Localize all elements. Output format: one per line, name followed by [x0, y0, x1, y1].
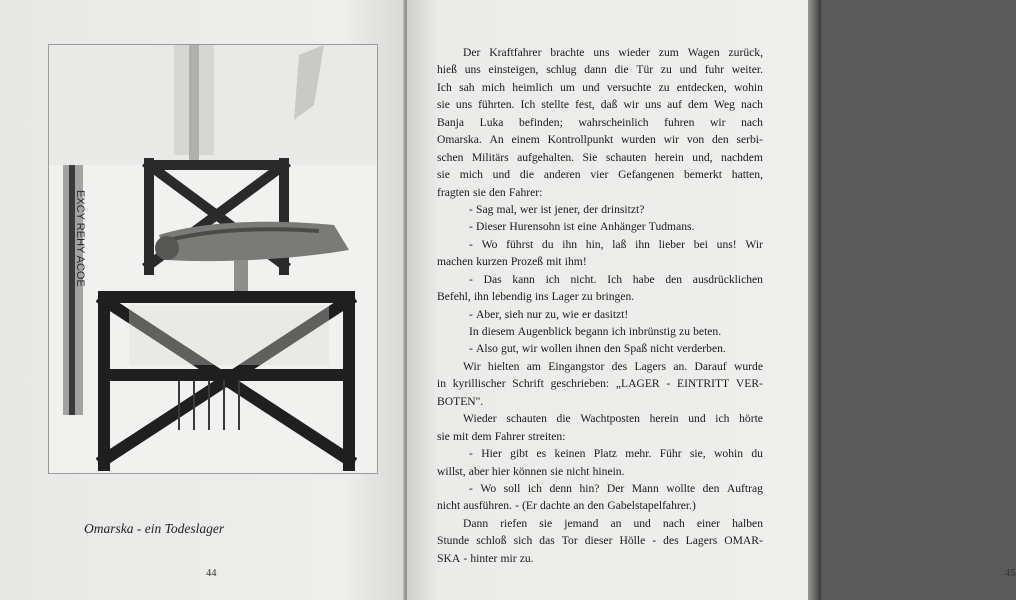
- text-line: machen kurzen Prozeß mit ihm!: [437, 255, 587, 269]
- text-line: - Also gut, wir wollen ihnen den Spaß nicht verderben.: [469, 342, 726, 356]
- body-text: [437, 44, 763, 567]
- text-line: sie mich und die anderen vier Gefangenen bemerkt hatten,: [437, 168, 763, 182]
- text-line: fragten sie den Fahrer:: [437, 185, 543, 199]
- text-line: willst, aber hier können sie nicht hinein.: [437, 464, 625, 478]
- text-line: - Aber, sieh nur zu, wie er dasitzt!: [469, 307, 629, 321]
- text-line: sie mit dem Fahrer streiten:: [437, 429, 566, 443]
- page-edge: [808, 0, 821, 600]
- text-line: Befehl, ihn lebendig ins Lager zu bringen.: [437, 290, 635, 304]
- text-line: Wieder schauten die Wachtposten herein und ich hörte: [463, 412, 763, 426]
- text-line: BOTEN".: [437, 394, 484, 408]
- text-line: - Hier gibt es keinen Platz mehr. Führ sie, wohin du: [469, 447, 763, 461]
- text-line: Dann riefen sie jemand an und nach einer halben: [463, 516, 763, 530]
- left-page: [0, 0, 405, 600]
- photo-sign-text: EXCY REHY ACOE: [74, 190, 86, 287]
- page-number-left: 44: [206, 568, 217, 579]
- text-line: Stunde schloß sich das Tor dieser Hölle - des Lagers OMAR-: [437, 534, 763, 548]
- text-line: hieß uns einsteigen, schlug dann die Tür zu und fuhr weiter.: [437, 63, 763, 77]
- text-line: - Sag mal, wer ist jener, der drinsitzt?: [469, 202, 645, 216]
- page-number-right: 45: [1005, 568, 1016, 579]
- text-line: Banja Luka befinden; wahrscheinlich fuhren wir nach: [437, 115, 763, 129]
- text-line: Ich sah mich heimlich um und versuchte zu entdecken, wohin: [437, 80, 763, 94]
- text-line: - Wo soll ich denn hin? Der Mann wollte den Auftrag: [469, 481, 763, 495]
- text-line: Der Kraftfahrer brachte uns wieder zum Wagen zurück,: [463, 46, 763, 59]
- text-line: - Dieser Hurensohn ist eine Anhänger Tudmans.: [469, 220, 695, 234]
- text-line: nicht ausführen. - (Er dachte an den Gabelstapelfahrer.): [437, 499, 696, 513]
- photo-caption: Omarska - ein Todeslager: [84, 521, 225, 536]
- photo-illustration: [49, 45, 377, 473]
- text-line: - Wo führst du ihn hin, laß ihn lieber bei uns! Wir: [469, 237, 763, 251]
- text-line: sie uns führten. Ich stellte fest, daß wir uns auf dem Weg nach: [437, 98, 763, 112]
- text-line: Wir hielten am Eingangstor des Lagers an. Darauf wurde: [463, 359, 763, 373]
- camp-photograph: [48, 44, 378, 474]
- text-line: In diesem Augenblick begann ich inbrünstig zu beten.: [469, 325, 722, 338]
- text-line: SKA - hinter mir zu.: [437, 551, 534, 565]
- text-line: Omarska. An einem Kontrollpunkt wurden wir von den serbi-: [437, 133, 763, 147]
- text-line: schen Militärs aufgehalten. Sie schauten herein und, nachdem: [437, 150, 763, 164]
- text-line: - Das kann ich nicht. Ich habe den ausdrücklichen: [469, 272, 763, 286]
- text-line: in kyrillischer Schrift geschrieben: „LAGER - EINTRITT VER-: [437, 377, 763, 391]
